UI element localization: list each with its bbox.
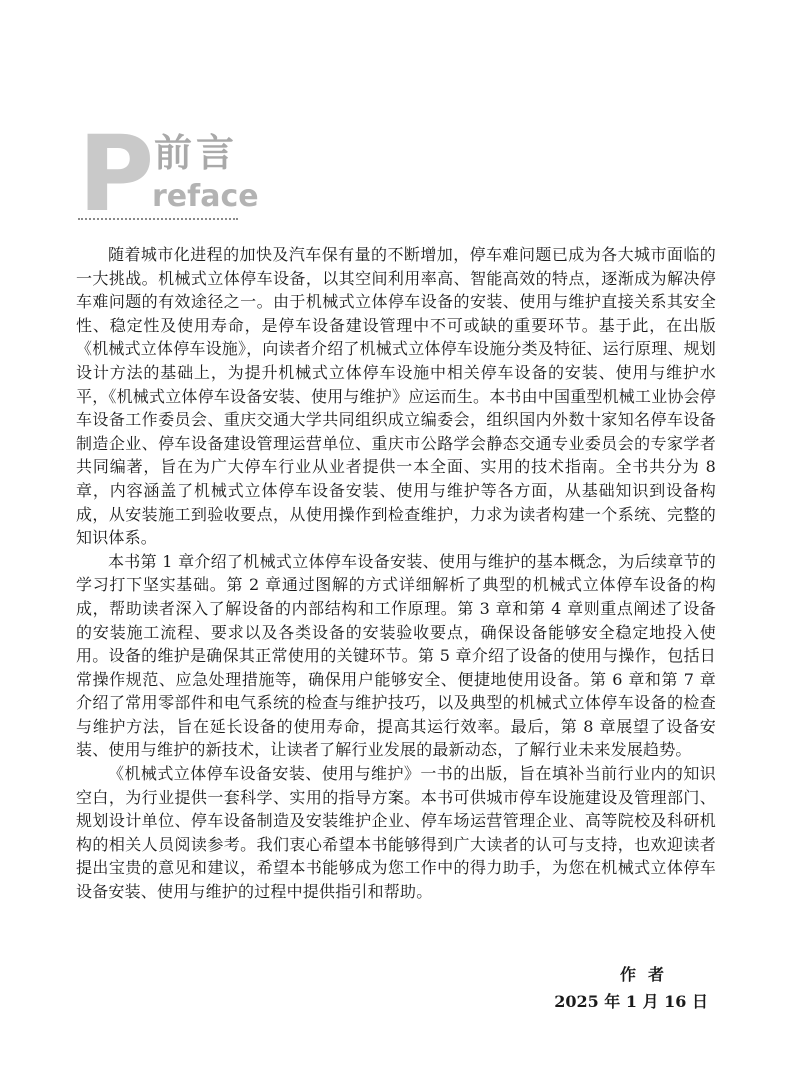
preface-heading — [78, 113, 259, 235]
paragraph-2: 本书第 1 章介绍了机械式立体停车设备安装、使用与维护的基本概念，为后续章节的学习打下坚实基础。第 2 章通过图解的方式详细解析了典型的机械式立体停车设备的构成，帮助读者深入了解设备的内部结构和工作原理。第 3 章和第 4 章则重点阐述了设备的安装施工流程、要求以及各类设备的安装验收要点，确保设备能够安全稳定地投入使用。设备的维护是确保其正常使用的关键环节。第 5 章介绍了设备的使用与操作，包括日常操作规范、应急处理措施等，确保用户能够安全、便捷地使用设备。第 6 章和第 7 章介绍了常用零部件和电气系统的检查与维护技巧，以及典型的机械式立体停车设备的检查与维护方法，旨在延长设备的使用寿命，提高其运行效率。最后，第 8 章展望了设备安装、使用与维护的新技术，让读者了解行业发展的最新动态，了解行业未来发展趋势。 — [76, 551, 716, 760]
preface-initial-letter: P — [78, 113, 155, 235]
signature-date: 2025 年 1 月 16 日 — [554, 992, 708, 1011]
preface-body — [76, 243, 716, 904]
signature-author: 作者 — [619, 965, 676, 984]
signature-block — [554, 963, 708, 1013]
preface-title-chinese: 前言 — [154, 131, 239, 175]
paragraph-1: 随着城市化进程的加快及汽车保有量的不断增加，停车难问题已成为各大城市面临的一大挑战。机械式立体停车设备，以其空间利用率高、智能高效的特点，逐渐成为解决停车难问题的有效途径之一。由于机械式立体停车设备的安装、使用与维护直接关系其安全性、稳定性及使用寿命，是停车设备建设管理中不可或缺的重要环节。基于此，在出版《机械式立体停车设施》，向读者介绍了机械式立体停车设施分类及特征、运行原理、规划设计方法的基础上，为提升机械式立体停车设施中相关停车设备的安装、使用与维护水平，《机械式立体停车设备安装、使用与维护》应运而生。本书由中国重型机械工业协会停车设备工作委员会、重庆交通大学共同组织成立编委会，组织国内外数十家知名停车设备制造企业、停车设备建设管理运营单位、重庆市公路学会静态交通专业委员会的专家学者共同编著，旨在为广大停车行业从业者提供一本全面、实用的技术指南。全书共分为 8 章，内容涵盖了机械式立体停车设备安装、使用与维护等各方面，从基础知识到设备构成，从安装施工到验收要点，从使用操作到检查维护，力求为读者构建一个系统、完整的知识体系。 — [76, 245, 717, 548]
heading-dotted-divider — [78, 218, 238, 220]
preface-title-english: reface — [152, 179, 259, 214]
paragraph-3: 《机械式立体停车设备安装、使用与维护》一书的出版，旨在填补当前行业内的知识空白，为行业提供一套科学、实用的指导方案。本书可供城市停车设施建设及管理部门、规划设计单位、停车设备制造及安装维护企业、停车场运营管理企业、高等院校及科研机构的相关人员阅读参考。我们衷心希望本书能够得到广大读者的认可与支持，也欢迎读者提出宝贵的意见和建议，希望本书能够成为您工作中的得力助手，为您在机械式立体停车设备安装、使用与维护的过程中提供指引和帮助。 — [76, 764, 716, 902]
